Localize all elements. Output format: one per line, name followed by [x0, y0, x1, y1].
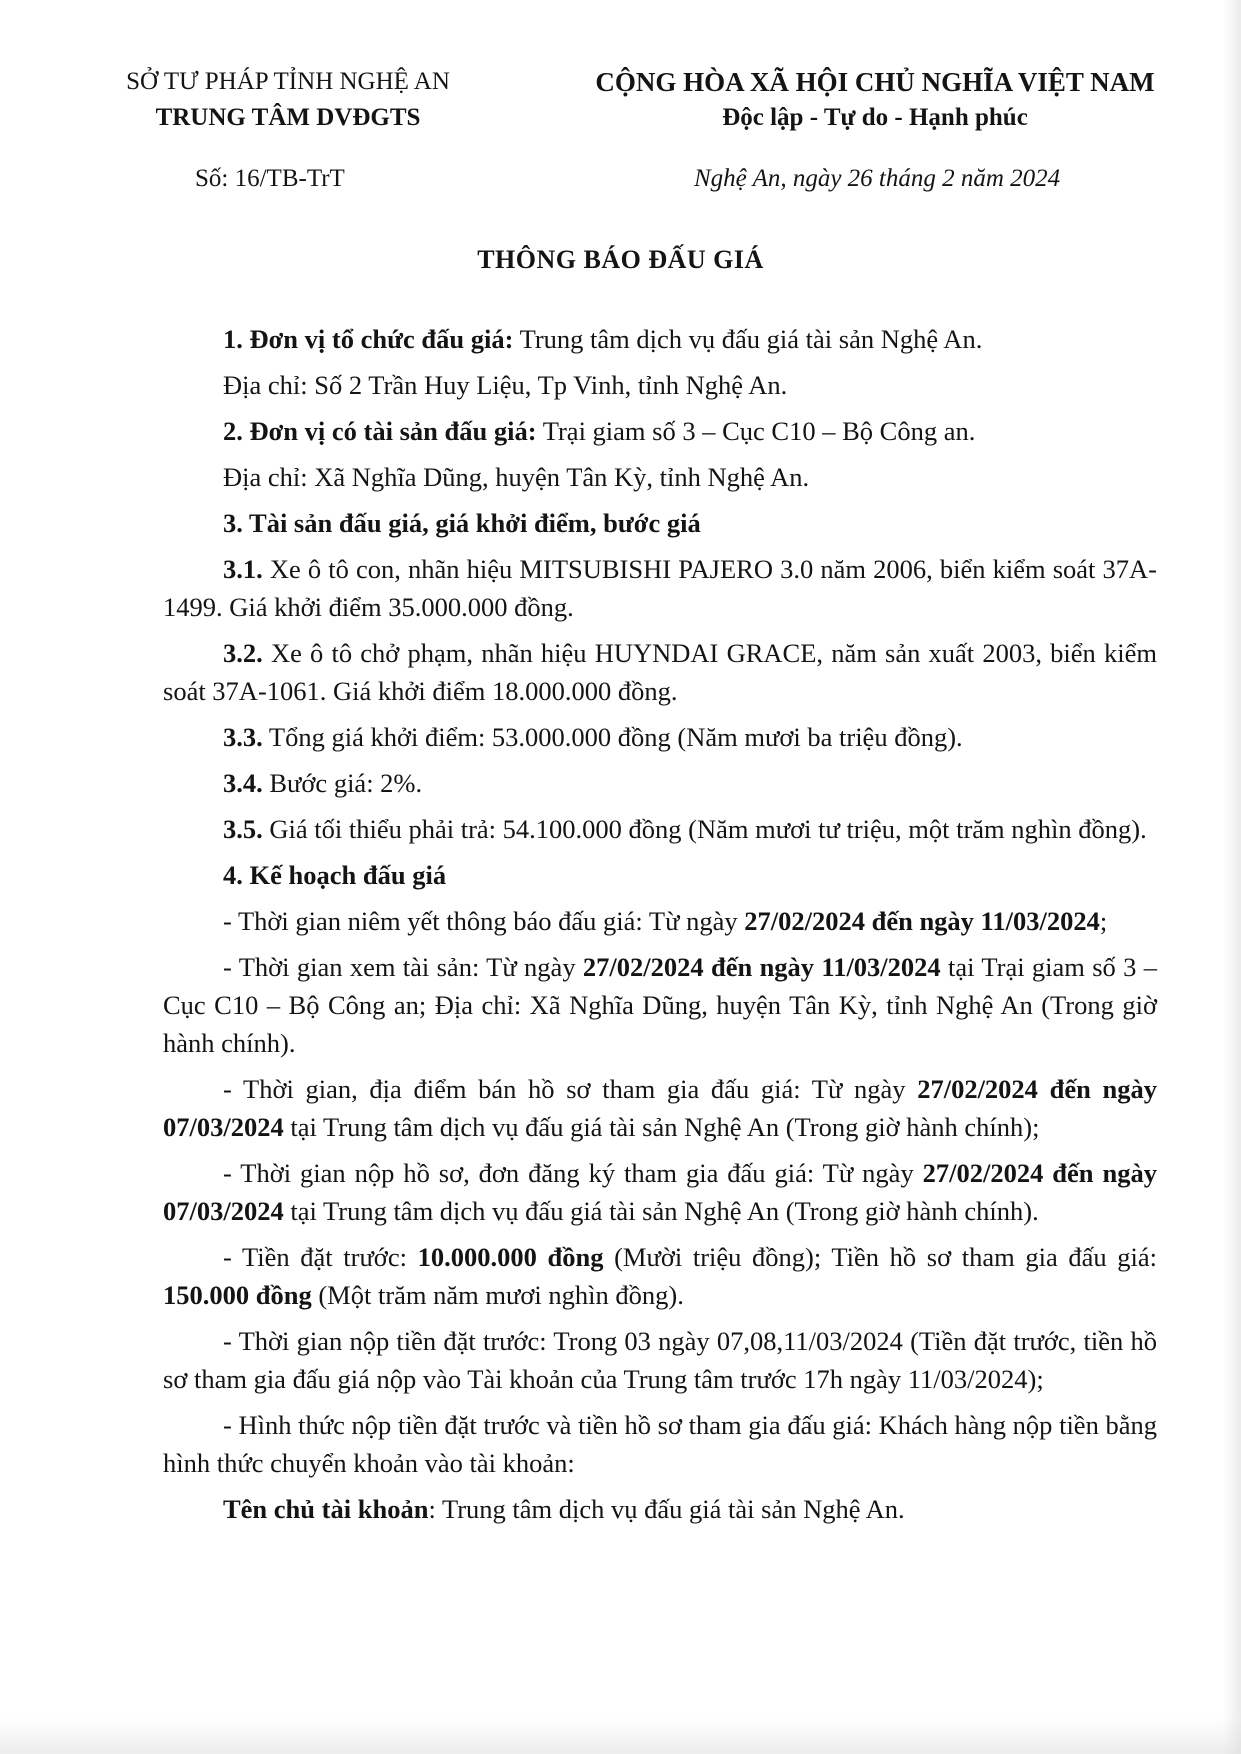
item-3-3: [163, 718, 1157, 756]
item-3-2: [163, 634, 1157, 710]
plan-text: - Thời gian xem tài sản: Từ ngày: [223, 952, 583, 982]
plan-dates: 27/02/2024 đến ngày 11/03/2024: [582, 952, 941, 982]
account-holder: [163, 1490, 1157, 1528]
deposit-amount: 10.000.000 đồng: [417, 1242, 604, 1272]
item-text: Xe ô tô chở phạm, nhãn hiệu HUYNDAI GRACE, năm sản xuất 2003, biển kiểm soát 37A-1061. Giá khởi điểm 18.000.000 đồng.: [163, 638, 1157, 706]
item-3-5: [163, 810, 1157, 848]
national-motto: Độc lập - Tự do - Hạnh phúc: [722, 104, 1028, 131]
plan-deposit: [163, 1238, 1157, 1314]
issuer-name: TRUNG TÂM DVĐGTS: [155, 104, 421, 131]
scan-bottom-shadow: [0, 1718, 1241, 1754]
plan-text: - Tiền đặt trước:: [223, 1242, 418, 1272]
section-3-heading: [163, 504, 1157, 542]
document-title: THÔNG BÁO ĐẤU GIÁ: [477, 245, 764, 274]
section-1-address: Địa chỉ: Số 2 Trần Huy Liệu, Tp Vinh, tỉnh Nghệ An.: [223, 370, 788, 400]
document-number: Số: 16/TB-TrT: [195, 165, 345, 192]
item-number: 3.5.: [223, 814, 263, 844]
item-number: 3.4.: [223, 768, 263, 798]
section-2-label: 2. Đơn vị có tài sản đấu giá:: [223, 416, 537, 446]
national-motto-block: [555, 64, 1195, 136]
plan-text: - Thời gian niêm yết thông báo đấu giá: Từ ngày: [223, 906, 745, 936]
scan-edge-shadow: [1223, 0, 1241, 1754]
item-text: Bước giá: 2%.: [262, 768, 423, 798]
section-2: [163, 412, 1157, 450]
account-holder-label: Tên chủ tài khoản: [223, 1494, 429, 1524]
plan-text: tại Trung tâm dịch vụ đấu giá tài sản Nghệ An (Trong giờ hành chính).: [283, 1196, 1039, 1226]
section-4-heading-text: 4. Kế hoạch đấu giá: [223, 860, 447, 890]
item-number: 3.3.: [223, 722, 263, 752]
plan-dates: 27/02/2024 đến ngày 07/03/2024: [163, 1158, 1157, 1226]
plan-text: (Một trăm năm mươi nghìn đồng).: [311, 1280, 684, 1310]
section-4-heading: [163, 856, 1157, 894]
place-date: Nghệ An, ngày 26 tháng 2 năm 2024: [694, 165, 1061, 192]
plan-deposit-period: - Thời gian nộp tiền đặt trước: Trong 03 ngày 07,08,11/03/2024 (Tiền đặt trước, tiền hồ sơ tham gia đấu giá nộp vào Tài khoản của Trung tâm trước 17h ngày 11/03/2024);: [163, 1326, 1157, 1394]
item-number: 3.2.: [223, 638, 263, 668]
plan-text: tại Trung tâm dịch vụ đấu giá tài sản Nghệ An (Trong giờ hành chính);: [283, 1112, 1040, 1142]
item-3-1: [163, 550, 1157, 626]
dossier-fee: 150.000 đồng: [163, 1280, 312, 1310]
plan-dossier-submission: [163, 1154, 1157, 1230]
plan-dates: 27/02/2024 đến ngày 11/03/2024: [744, 906, 1100, 936]
section-1-text: Trung tâm dịch vụ đấu giá tài sản Nghệ An.: [513, 324, 983, 354]
item-text: Tổng giá khởi điểm: 53.000.000 đồng (Năm mươi ba triệu đồng).: [262, 722, 963, 752]
issuer-parent: SỞ TƯ PHÁP TỈNH NGHỆ AN: [126, 68, 450, 95]
plan-text: - Thời gian, địa điểm bán hồ sơ tham gia đấu giá: Từ ngày: [223, 1074, 918, 1104]
section-1: [163, 320, 1157, 358]
plan-text: (Mười triệu đồng); Tiền hồ sơ tham gia đấu giá:: [603, 1242, 1157, 1272]
plan-text: tại Trại giam số 3 – Cục C10 – Bộ Công an; Địa chỉ: Xã Nghĩa Dũng, huyện Tân Kỳ, tỉnh Nghệ An (Trong giờ hành chính).: [163, 952, 1157, 1058]
item-text: Xe ô tô con, nhãn hiệu MITSUBISHI PAJERO 3.0 năm 2006, biển kiểm soát 37A-1499. Giá khởi điểm 35.000.000 đồng.: [163, 554, 1157, 622]
national-title: CỘNG HÒA XÃ HỘI CHỦ NGHĨA VIỆT NAM: [595, 67, 1155, 97]
issuer-block: [78, 64, 498, 136]
account-holder-name: : Trung tâm dịch vụ đấu giá tài sản Nghệ An.: [428, 1494, 905, 1524]
section-2-text: Trại giam số 3 – Cục C10 – Bộ Công an.: [536, 416, 976, 446]
plan-viewing-period: [163, 948, 1157, 1062]
section-1-label: 1. Đơn vị tổ chức đấu giá:: [223, 324, 514, 354]
plan-dossier-sale: [163, 1070, 1157, 1146]
item-3-4: [163, 764, 1157, 802]
plan-payment-method: - Hình thức nộp tiền đặt trước và tiền hồ sơ tham gia đấu giá: Khách hàng nộp tiền bằng hình thức chuyển khoản vào tài khoản:: [163, 1410, 1157, 1478]
plan-listing-period: [163, 902, 1157, 940]
plan-text: ;: [1099, 906, 1108, 936]
item-number: 3.1.: [223, 554, 263, 584]
document-body: [163, 320, 1157, 1536]
plan-dates: 27/02/2024 đến ngày 07/03/2024: [163, 1074, 1157, 1142]
plan-text: - Thời gian nộp hồ sơ, đơn đăng ký tham gia đấu giá: Từ ngày: [223, 1158, 923, 1188]
section-2-address: Địa chỉ: Xã Nghĩa Dũng, huyện Tân Kỳ, tỉnh Nghệ An.: [223, 462, 810, 492]
section-3-heading-text: 3. Tài sản đấu giá, giá khởi điểm, bước giá: [223, 508, 701, 538]
item-text: Giá tối thiểu phải trả: 54.100.000 đồng (Năm mươi tư triệu, một trăm nghìn đồng).: [262, 814, 1147, 844]
